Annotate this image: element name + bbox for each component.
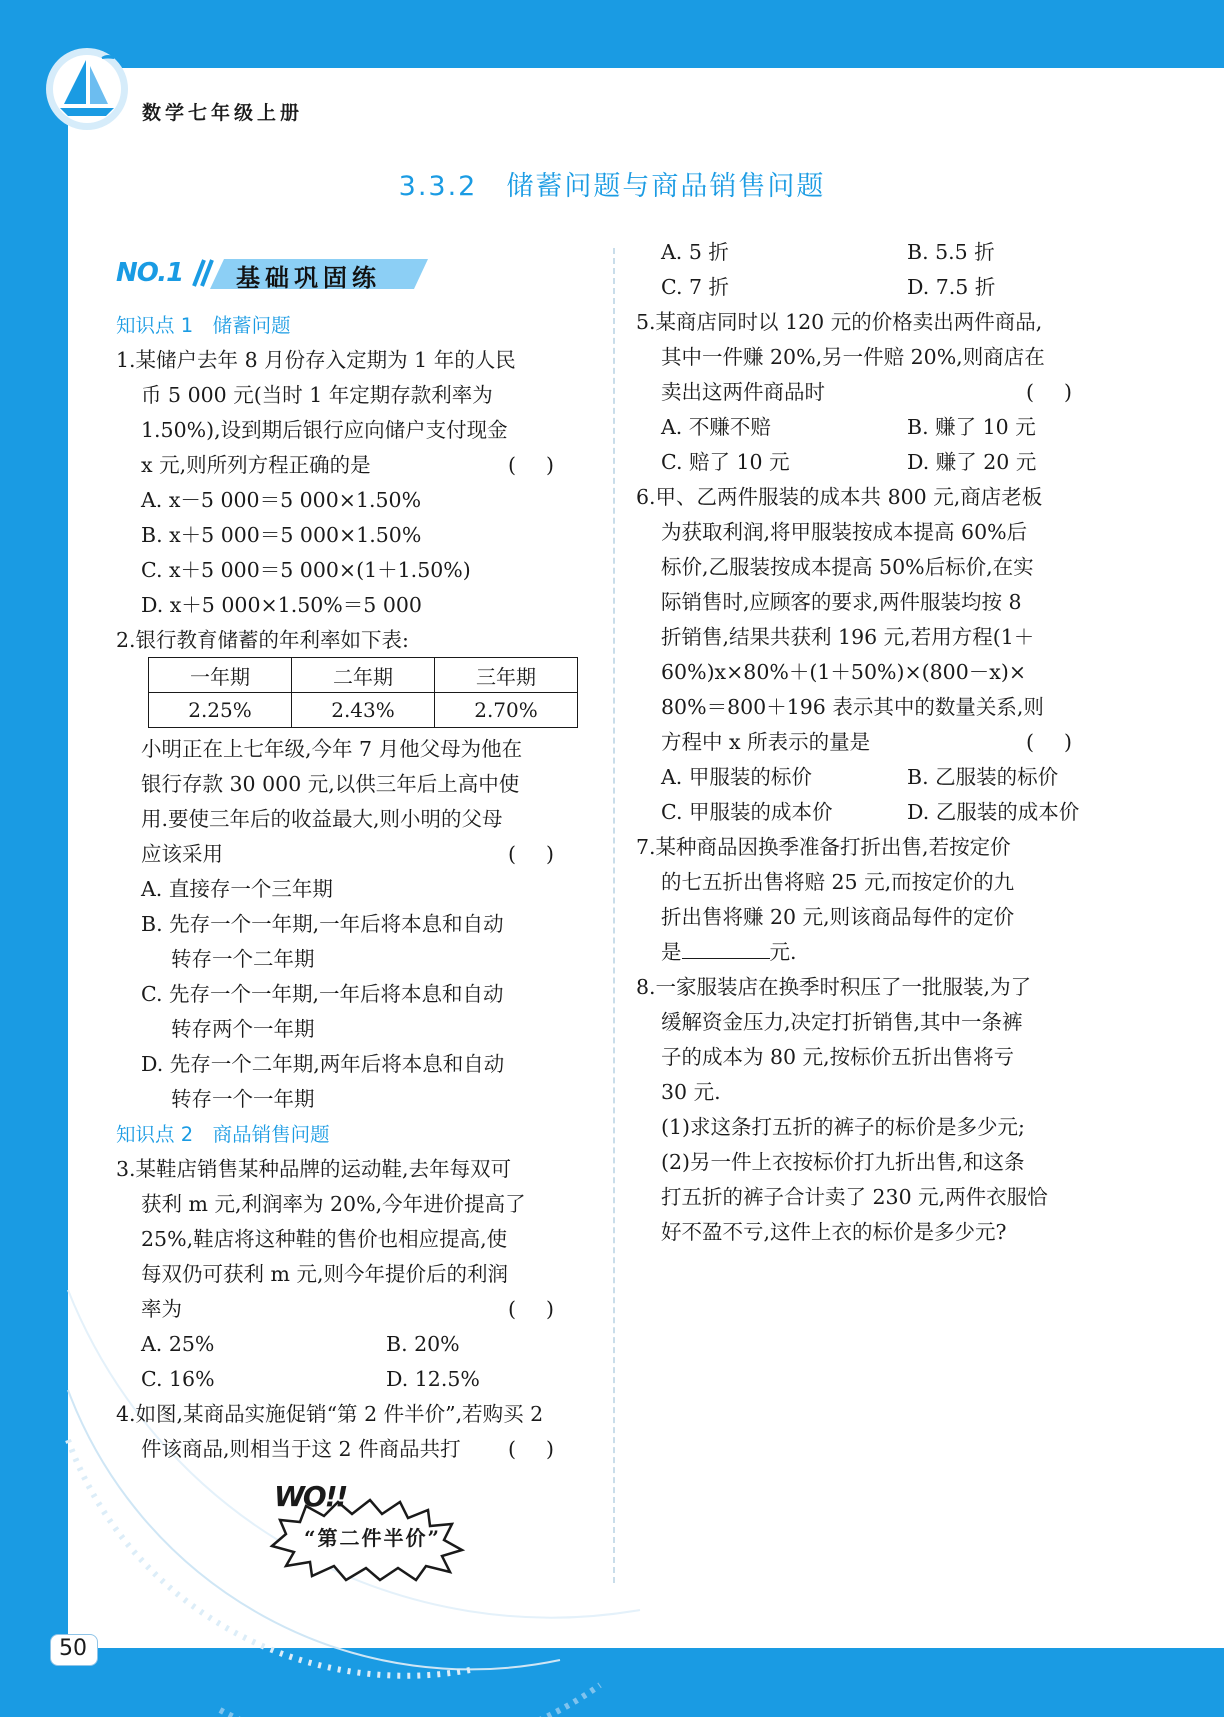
option: C. 先存一个一年期,一年后将本息和自动: [141, 982, 504, 1006]
question-6: [636, 480, 1106, 830]
question-line: 是 元.: [636, 935, 1106, 970]
option: D. x＋5 000×1.50%＝5 000: [141, 593, 422, 617]
option: A. 25%: [141, 1332, 215, 1356]
option: C. 甲服装的成本价: [661, 800, 833, 824]
table-cell: 2.43%: [292, 693, 435, 728]
question-8: [636, 970, 1106, 1250]
table-cell: 2.70%: [435, 693, 578, 728]
question-line: 1.某储户去年 8 月份存入定期为 1 年的人民: [116, 348, 516, 372]
option: B. x＋5 000＝5 000×1.50%: [141, 523, 422, 547]
answer-paren[interactable]: (): [1026, 730, 1102, 754]
table-row: [149, 693, 578, 728]
question-line: 其中一件赚 20%,另一件赔 20%,则商店在: [661, 345, 1045, 369]
question-line: 折销售,结果共获利 196 元,若用方程(1＋: [661, 625, 1035, 649]
option: C. 7 折: [661, 275, 730, 299]
badge-promo-text: “第二件半价”: [304, 1526, 442, 1550]
question-line: 缓解资金压力,决定打折销售,其中一条裤: [661, 1010, 1023, 1034]
question-line: 际销售时,应顾客的要求,两件服装均按 8: [661, 590, 1022, 614]
question-line: 应该采用 (): [116, 837, 588, 872]
option-row: [636, 445, 1106, 480]
answer-paren[interactable]: (): [508, 453, 584, 477]
option-continued: 转存一个一年期: [171, 1087, 315, 1111]
question-line: 为获取利润,将甲服装按成本提高 60%后: [661, 520, 1028, 544]
section-title: 3.3.2 储蓄问题与商品销售问题: [398, 171, 826, 202]
question-line: 卖出这两件商品时 (): [636, 375, 1106, 410]
question-line: 率为 (): [116, 1292, 588, 1327]
option-continued: 转存一个二年期: [171, 947, 315, 971]
option: A. 5 折: [661, 240, 729, 264]
question-line: 折出售将赚 20 元,则该商品每件的定价: [661, 905, 1015, 929]
sub-question: (1)求这条打五折的裤子的标价是多少元;: [661, 1115, 1025, 1139]
option: C. 16%: [141, 1367, 215, 1391]
question-line: 小明正在上七年级,今年 7 月他父母为他在: [141, 737, 523, 761]
option: B. 20%: [386, 1332, 460, 1356]
option: B. 先存一个一年期,一年后将本息和自动: [141, 912, 504, 936]
question-line: 银行存款 30 000 元,以供三年后上高中使: [141, 772, 520, 796]
table-header-cell: 一年期: [149, 658, 292, 693]
question-line: 方程中 x 所表示的量是 (): [636, 725, 1106, 760]
answer-blank[interactable]: [682, 936, 770, 959]
savings-rate-table: [148, 657, 578, 728]
option: B. 赚了 10 元: [907, 415, 1036, 439]
knowledge-point-2: 知识点 2 商品销售问题: [116, 1123, 330, 1146]
question-line: 每双仍可获利 m 元,则今年提价后的利润: [141, 1262, 508, 1286]
option: A. x－5 000＝5 000×1.50%: [141, 488, 422, 512]
question-line: 子的成本为 80 元,按标价五折出售将亏: [661, 1045, 1015, 1069]
option-row: [636, 270, 1106, 305]
option-row: [636, 795, 1106, 830]
answer-paren[interactable]: (): [1026, 380, 1102, 404]
question-line: 6.甲、乙两件服装的成本共 800 元,商店老板: [636, 485, 1043, 509]
answer-paren[interactable]: (): [508, 1297, 584, 1321]
option: A. 甲服装的标价: [661, 765, 812, 789]
question-3: [116, 1152, 588, 1397]
option: A. 不赚不赔: [661, 415, 771, 439]
question-line: 5.某商店同时以 120 元的价格卖出两件商品,: [636, 310, 1043, 334]
table-header-cell: 三年期: [435, 658, 578, 693]
question-line: 25%,鞋店将这种鞋的售价也相应提高,使: [141, 1227, 508, 1251]
top-border: [0, 0, 1224, 68]
option: D. 先存一个二年期,两年后将本息和自动: [141, 1052, 505, 1076]
question-line: 1.50%),设到期后银行应向储户支付现金: [141, 418, 508, 442]
option: D. 赚了 20 元: [907, 450, 1037, 474]
question-line: 60%)x×80%＋(1＋50%)×(800－x)×: [661, 660, 1027, 684]
option: B. 乙服装的标价: [907, 765, 1059, 789]
knowledge-point-1: 知识点 1 储蓄问题: [116, 314, 291, 337]
sub-question: (2)另一件上衣按标价打九折出售,和这条: [661, 1150, 1025, 1174]
table-cell: 2.25%: [149, 693, 292, 728]
option: A. 直接存一个三年期: [141, 877, 333, 901]
option-continued: 转存两个一年期: [171, 1017, 315, 1041]
sub-question: 好不盈不亏,这件上衣的标价是多少元?: [661, 1220, 1007, 1244]
question-line: 的七五折出售将赔 25 元,而按定价的九: [661, 870, 1015, 894]
answer-paren[interactable]: (): [508, 842, 584, 866]
question-line: 80%＝800＋196 表示其中的数量关系,则: [661, 695, 1044, 719]
question-line: 8.一家服装店在换季时积压了一批服装,为了: [636, 975, 1032, 999]
table-header-row: [149, 658, 578, 693]
option-row: [636, 760, 1106, 795]
question-line: 币 5 000 元(当时 1 年定期存款利率为: [141, 383, 493, 407]
question-1: [116, 343, 588, 623]
question-line: 件该商品,则相当于这 2 件商品共打 (): [116, 1432, 588, 1467]
banner-title: 基础巩固练: [236, 264, 381, 292]
option-row: [636, 235, 1106, 270]
question-line: 3.某鞋店销售某种品牌的运动鞋,去年每双可: [116, 1157, 512, 1181]
option: B. 5.5 折: [907, 240, 995, 264]
option-row: [636, 410, 1106, 445]
question-7: [636, 830, 1106, 970]
question-line: 7.某种商品因换季准备打折出售,若按定价: [636, 835, 1011, 859]
option: D. 7.5 折: [907, 275, 996, 299]
left-column: [116, 308, 588, 1467]
question-line: 标价,乙服装按成本提高 50%后标价,在实: [661, 555, 1034, 579]
option: D. 乙服装的成本价: [907, 800, 1080, 824]
question-line: x 元,则所列方程正确的是 (): [116, 448, 588, 483]
sub-question: 打五折的裤子合计卖了 230 元,两件衣服恰: [661, 1185, 1048, 1209]
option: C. x＋5 000＝5 000×(1＋1.50%): [141, 558, 471, 582]
banner-number: NO.1: [116, 258, 184, 288]
question-line: 4.如图,某商品实施促销“第 2 件半价”,若购买 2: [116, 1402, 544, 1426]
option-row: [116, 1362, 588, 1397]
question-line: 用.要使三年后的收益最大,则小明的父母: [141, 807, 503, 831]
column-divider: [613, 248, 615, 1583]
page-number: 50: [59, 1636, 87, 1661]
question-4-options: [636, 235, 1106, 305]
option: C. 赔了 10 元: [661, 450, 790, 474]
right-column: [636, 235, 1106, 1250]
question-5: [636, 305, 1106, 480]
question-4: [116, 1397, 588, 1467]
answer-paren[interactable]: (): [508, 1437, 584, 1461]
option-row: [116, 1327, 588, 1362]
sailboat-logo-icon: [44, 46, 130, 132]
badge-wow-text: WO!!: [274, 1480, 347, 1513]
question-line: 30 元.: [661, 1080, 721, 1104]
question-line: 获利 m 元,利润率为 20%,今年进价提高了: [141, 1192, 526, 1216]
book-title: 数学七年级上册: [142, 102, 304, 124]
question-line: 2.银行教育储蓄的年利率如下表:: [116, 628, 409, 652]
table-header-cell: 二年期: [292, 658, 435, 693]
option: D. 12.5%: [386, 1367, 480, 1391]
